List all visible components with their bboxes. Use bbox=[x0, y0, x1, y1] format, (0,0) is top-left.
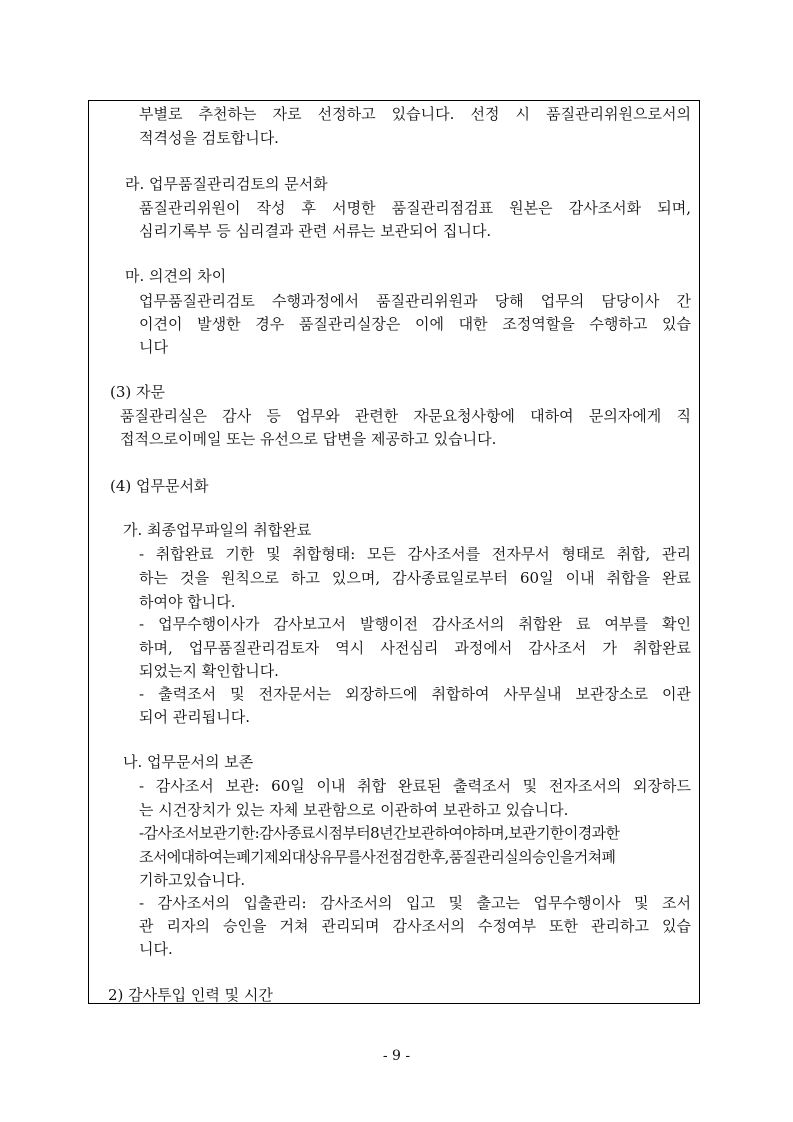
section-heading: 가. 최종업무파일의 취합완료 bbox=[123, 521, 312, 539]
text-line: - 취합완료 기한 및 취합형태: 모든 감사조서를 전자무서 형태로 취합, 관리 bbox=[139, 545, 691, 563]
section-heading: 마. 의견의 차이 bbox=[125, 267, 227, 285]
section-heading: 라. 업무품질관리검토의 문서화 bbox=[125, 175, 328, 193]
text-line: 니다. bbox=[139, 940, 173, 958]
text-line: - 감사조서 보관: 60일 이내 취합 완료된 출력조서 및 전자조서의 외장하드 bbox=[139, 777, 691, 795]
section-heading: 2) 감사투입 인력 및 시간 bbox=[108, 986, 273, 1004]
text-line: 심리기록부 등 심리결과 관련 서류는 보관되어 집니다. bbox=[139, 222, 492, 240]
text-line: -감사조서보관기한:감사종료시점부터8년간보관하여야하며,보관기한이경과한 bbox=[139, 824, 620, 842]
text-line: 기하고있습니다. bbox=[139, 871, 246, 889]
section-heading: 나. 업무문서의 보존 bbox=[123, 753, 254, 771]
text-line: 조서에대하여는폐기제외대상유무를사전점검한후,품질관리실의승인을거쳐폐 bbox=[139, 848, 616, 866]
section-heading: (4) 업무문서화 bbox=[110, 477, 209, 495]
text-line: 는 시건장치가 있는 자체 보관함으로 이관하여 보관하고 있습니다. bbox=[139, 801, 569, 819]
text-line: 업무품질관리검토 수행과정에서 품질관리위원과 당해 업무의 담당이사 간 bbox=[139, 292, 691, 310]
text-line: 관 리자의 승인을 거쳐 관리되며 감사조서의 수정여부 또한 관리하고 있습 bbox=[139, 917, 691, 935]
text-line: 하며, 업무품질관리검토자 역시 사전심리 과정에서 감사조서 가 취합완료 bbox=[139, 639, 691, 657]
text-line: 하는 것을 원칙으로 하고 있으며, 감사종료일로부터 60일 이내 취합을 완료 bbox=[139, 569, 691, 587]
text-line: 하여야 합니다. bbox=[139, 593, 236, 611]
text-line: 되었는지 확인합니다. bbox=[139, 662, 279, 680]
text-line: 니다 bbox=[139, 338, 168, 356]
section-heading: (3) 자문 bbox=[110, 383, 165, 401]
text-line: 품질관리실은 감사 등 업무와 관련한 자문요청사항에 대하여 문의자에게 직 bbox=[120, 407, 691, 425]
text-line: 적격성을 검토합니다. bbox=[139, 129, 279, 147]
text-line: - 출력조서 및 전자문서는 외장하드에 취합하여 사무실내 보관장소로 이관 bbox=[139, 685, 691, 703]
page-number: - 9 - bbox=[382, 1048, 411, 1064]
text-line: 접적으로이메일 또는 유선으로 답변을 제공하고 있습니다. bbox=[120, 430, 497, 448]
text-line: 품질관리위원이 작성 후 서명한 품질관리점검표 원본은 감사조서화 되며, bbox=[139, 199, 691, 217]
text-line: - 업무수행이사가 감사보고서 발행이전 감사조서의 취합완 료 여부를 확인 bbox=[139, 615, 691, 633]
text-line: 부별로 추천하는 자로 선정하고 있습니다. 선정 시 품질관리위원으로서의 bbox=[139, 105, 691, 123]
text-line: - 감사조서의 입출관리: 감사조서의 입고 및 출고는 업무수행이사 및 조서 bbox=[139, 894, 691, 912]
text-line: 이견이 발생한 경우 품질관리실장은 이에 대한 조정역할을 수행하고 있습 bbox=[139, 315, 691, 333]
text-line: 되어 관리됩니다. bbox=[139, 708, 250, 726]
